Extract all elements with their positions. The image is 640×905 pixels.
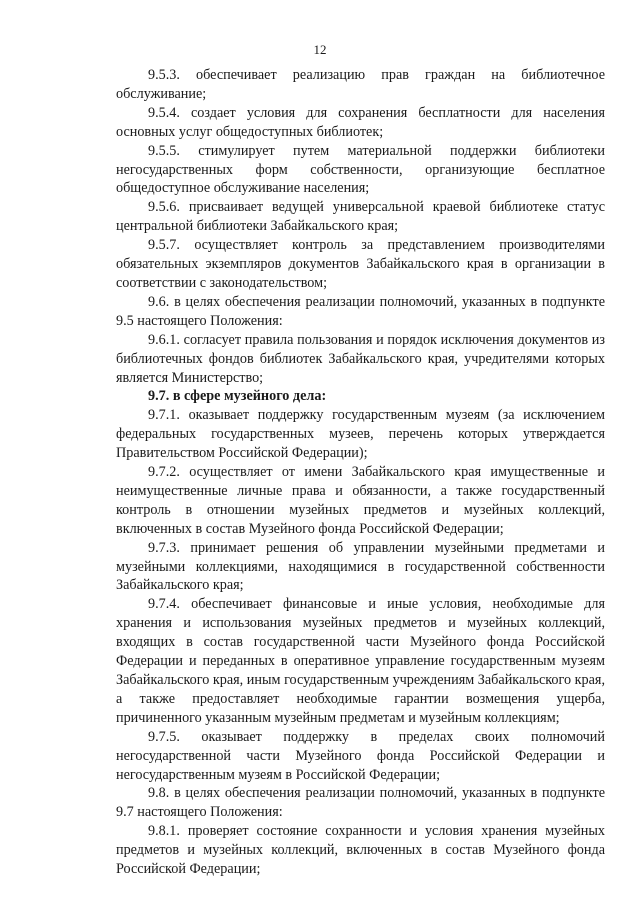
document-body [116,66,605,879]
paragraph-9-5-5: 9.5.5. стимулирует путем материальной поддержки библиотеки негосударственных форм собственности, организующие бесплатное общедоступное обслуживание населения; [116,142,605,197]
paragraph-9-7-4: 9.7.4. обеспечивает финансовые и иные условия, необходимые для хранения и использования музейных предметов и музейных коллекций, входящих в состав государственной части Музейного фонда Российской Федерации и переданных в оперативное управление государственным музеям Забайкальского края, иным государственным учреждениям Забайкальского края, а также предоставляет необходимые гарантии возмещения ущерба, причиненного указанным музейным предметам и музейным коллекциям; [116,596,605,726]
paragraph-9-5-6: 9.5.6. присваивает ведущей универсальной краевой библиотеке статус центральной библиотеки Забайкальского края; [116,199,605,235]
paragraph-9-7-3: 9.7.3. принимает решения об управлении музейными предметами и музейными коллекциями, находящимися в государственной собственности Забайкальского края; [116,539,605,594]
paragraph-9-7-2: 9.7.2. осуществляет от имени Забайкальского края имущественные и неимущественные личные права и обязанности, а также государственный контроль в отношении музейных предметов и музейных коллекций, включенных в состав Музейного фонда Российской Федерации; [116,464,605,537]
paragraph-9-8: 9.8. в целях обеспечения реализации полномочий, указанных в подпункте 9.7 настоящего Положения: [116,785,605,821]
paragraph-9-5-4: 9.5.4. создает условия для сохранения бесплатности для населения основных услуг общедоступных библиотек; [116,104,605,140]
paragraph-9-7-5: 9.7.5. оказывает поддержку в пределах своих полномочий негосударственной части Музейного фонда Российской Федерации и негосударственным музеям в Российской Федерации; [116,728,605,783]
paragraph-9-8-1: 9.8.1. проверяет состояние сохранности и условия хранения музейных предметов и музейных коллекций, включенных в состав Музейного фонда Российской Федерации; [116,823,605,878]
section-heading-museum-affairs: 9.7. в сфере музейного дела: [148,388,327,405]
page-number: 12 [313,42,327,57]
paragraph-9-5-7: 9.5.7. осуществляет контроль за представлением производителями обязательных экземпляров документов Забайкальского края в организации в соответствии с законодательством; [116,237,605,291]
paragraph-9-6: 9.6. в целях обеспечения реализации полномочий, указанных в подпункте 9.5 настоящего Положения: [116,293,605,329]
paragraph-9-6-1: 9.6.1. согласует правила пользования и порядок исключения документов из библиотечных фондов библиотек Забайкальского края, учредителями которых является Министерство; [116,331,605,386]
paragraph-9-5-3: 9.5.3. обеспечивает реализацию прав граждан на библиотечное обслуживание; [116,67,605,102]
paragraph-9-7-1: 9.7.1. оказывает поддержку государственным музеям (за исключением федеральных государственных музеев, перечень которых утверждается Правительством Российской Федерации); [116,407,605,462]
